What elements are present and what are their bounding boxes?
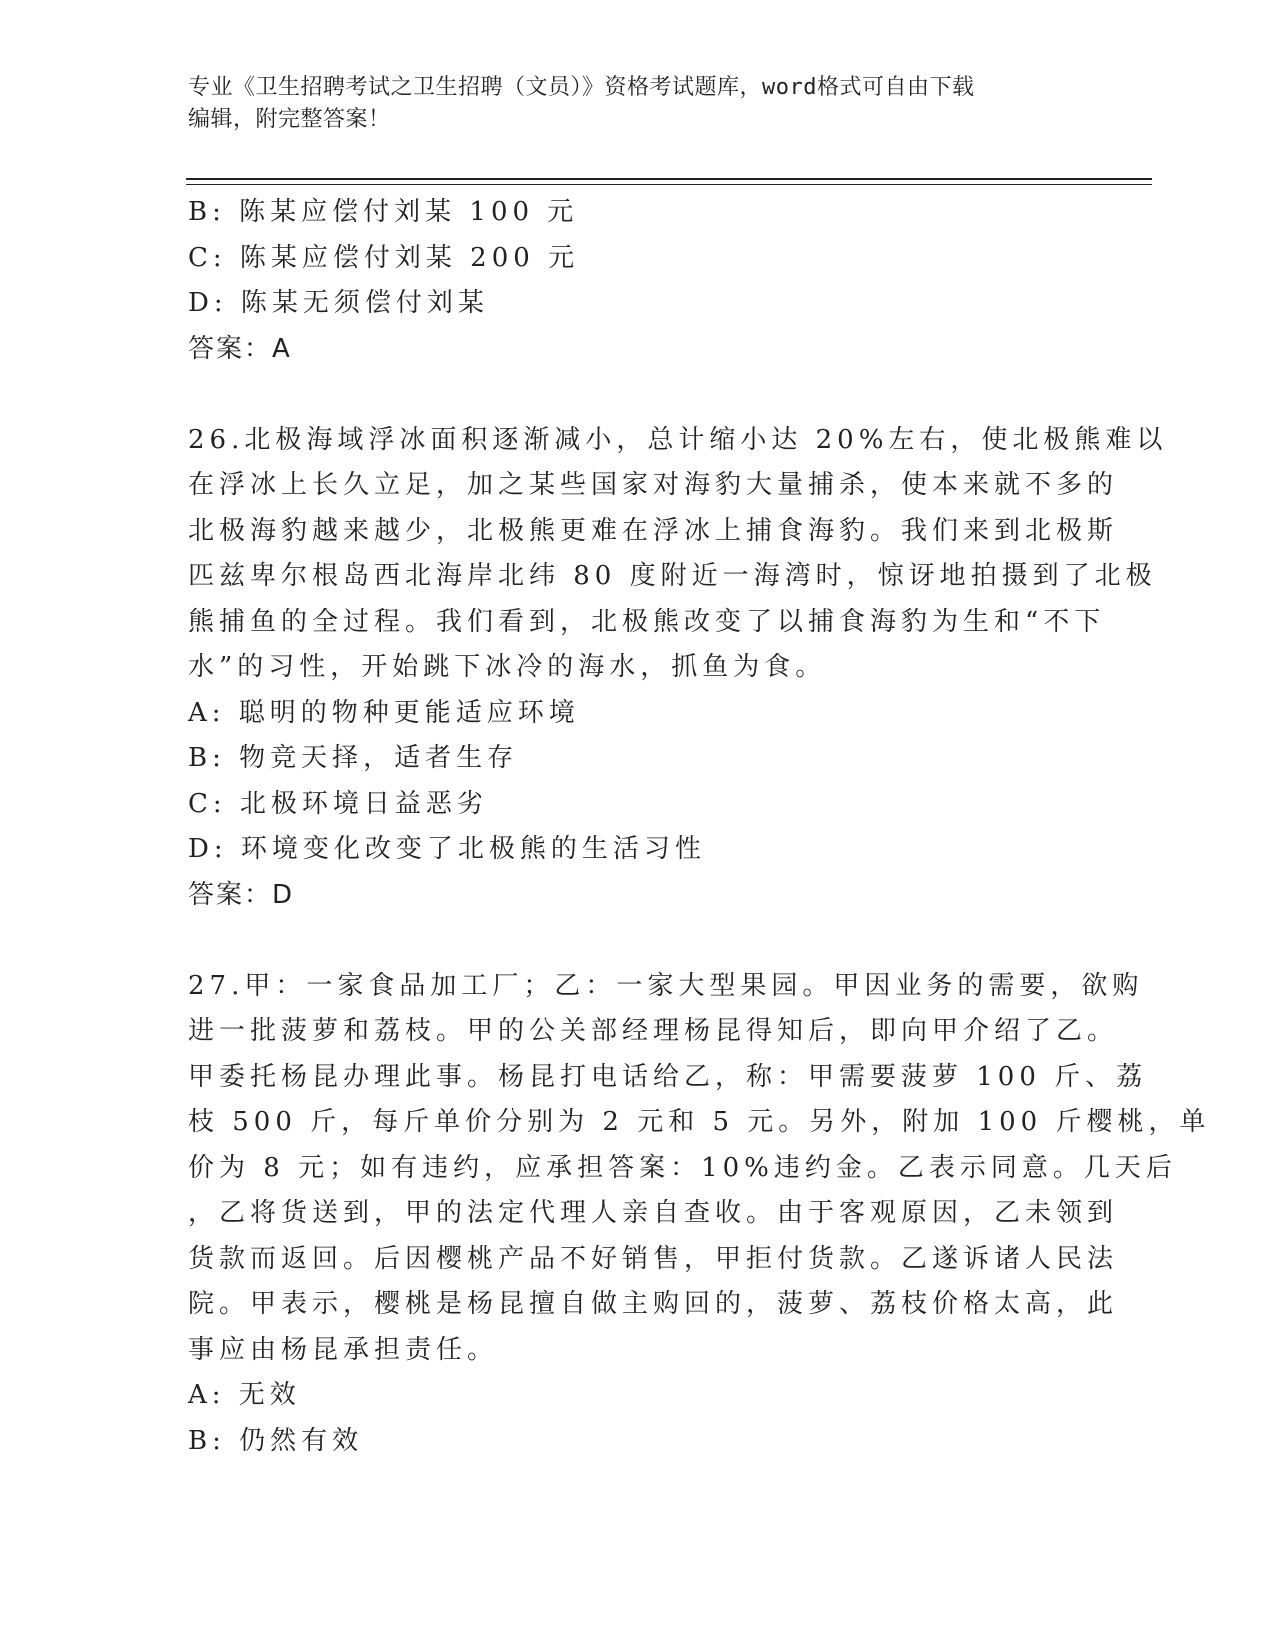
- question-stem-line: 匹兹卑尔根岛西北海岸北纬 80 度附近一海湾时，惊讶地拍摄到了北极: [188, 561, 1157, 591]
- question-stem-line: 27.甲：一家食品加工厂；乙：一家大型果园。甲因业务的需要，欲购: [188, 970, 1144, 1001]
- question-stem-line: 进一批菠萝和荔枝。甲的公关部经理杨昆得知后，即向甲介绍了乙。: [188, 1016, 1119, 1046]
- option-c: C: 北极环境日益恶劣: [188, 788, 488, 819]
- question-stem-line: 院。甲表示，樱桃是杨昆擅自做主购回的，菠萝、荔枝价格太高，此: [188, 1289, 1119, 1319]
- option-a: A: 聪明的物种更能适应环境: [188, 697, 580, 728]
- option-b: B: 仍然有效: [188, 1425, 364, 1456]
- question-stem-line: 在浮冰上长久立足，加之某些国家对海豹大量捕杀，使本来就不多的: [188, 470, 1119, 500]
- question-27: [188, 964, 1211, 1465]
- question-stem-line: 货款而返回。后因樱桃产品不好销售，甲拒付货款。乙遂诉诸人民法: [188, 1243, 1119, 1274]
- question-stem-line: 水”的习性，开始跳下冰冷的海水，抓鱼为食。: [188, 652, 827, 682]
- option-b: B: 陈某应偿付刘某 100 元: [188, 197, 579, 227]
- question-stem-line: 价为 8 元；如有违约，应承担答案：10%违约金。乙表示同意。几天后: [188, 1152, 1177, 1183]
- question-stem-line: 北极海豹越来越少，北极熊更难在浮冰上捕食海豹。我们来到北极斯: [188, 515, 1119, 546]
- option-c: C: 陈某应偿付刘某 200 元: [188, 242, 580, 273]
- header-divider-thick: [186, 178, 1152, 180]
- question-stem-line: 枝 500 斤，每斤单价分别为 2 元和 5 元。另外，附加 100 斤樱桃，单: [188, 1107, 1211, 1137]
- option-d: D: 环境变化改变了北极熊的生活习性: [188, 834, 706, 864]
- header-line-2: 编辑，附完整答案！: [188, 107, 391, 132]
- header-line-1: 专业《卫生招聘考试之卫生招聘（文员）》资格考试题库，word格式可自由下载: [188, 75, 975, 100]
- question-25-tail: [188, 190, 1088, 372]
- option-b: B: 物竞天择，适者生存: [188, 743, 519, 773]
- document-body: [188, 190, 1211, 1464]
- option-a: A: 无效: [188, 1380, 301, 1410]
- question-26: [188, 418, 1168, 919]
- question-stem-line: 26.北极海域浮冰面积逐渐减小，总计缩小达 20%左右，使北极熊难以: [188, 424, 1168, 455]
- question-stem-line: ，乙将货送到，甲的法定代理人亲自查收。由于客观原因，乙未领到: [188, 1198, 1119, 1228]
- header-divider-thin: [186, 184, 1152, 185]
- question-stem-line: 熊捕鱼的全过程。我们看到，北极熊改变了以捕食海豹为生和“不下: [188, 606, 1106, 637]
- question-stem-line: 事应由杨昆承担责任。: [188, 1334, 499, 1365]
- answer: 答案：A: [188, 333, 292, 364]
- question-stem-line: 甲委托杨昆办理此事。杨昆打电话给乙，称：甲需要菠萝 100 斤、荔: [188, 1061, 1148, 1092]
- page-header: [188, 72, 1088, 136]
- option-d: D: 陈某无须偿付刘某: [188, 288, 489, 318]
- answer: 答案：D: [188, 879, 295, 910]
